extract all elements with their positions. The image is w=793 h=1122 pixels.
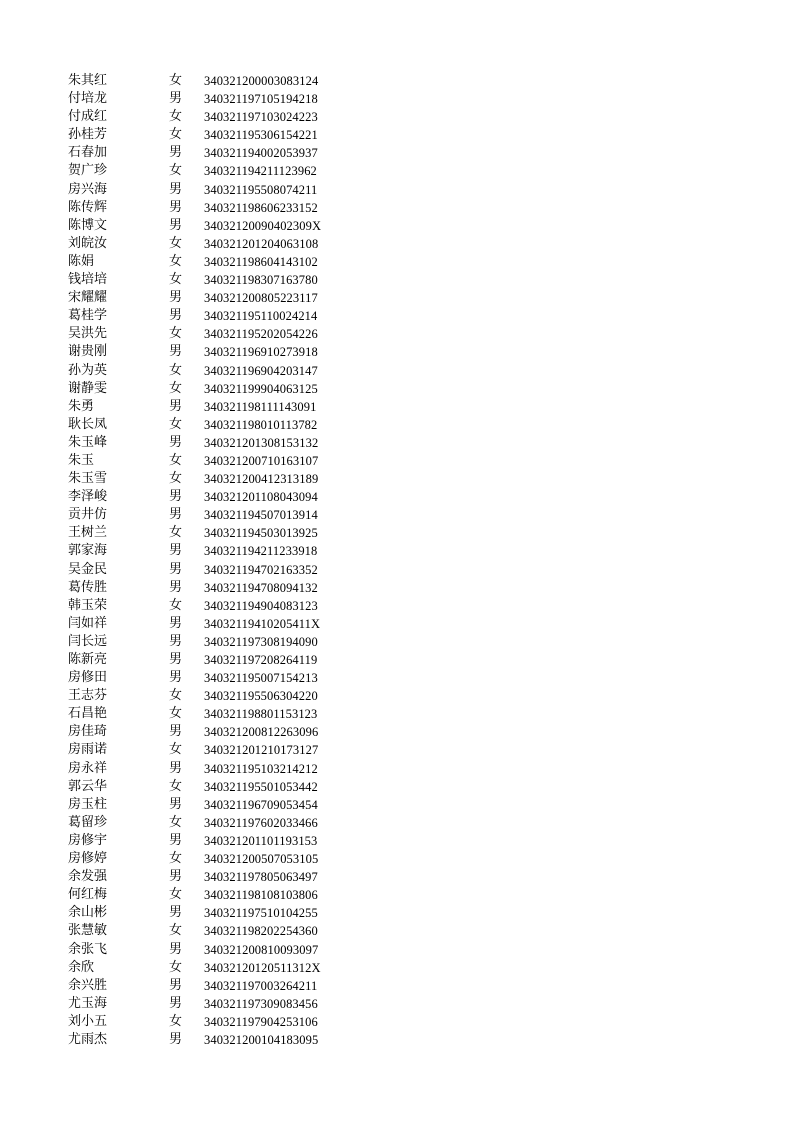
record-sex: 女 bbox=[169, 163, 183, 179]
record-id-number: 340321199904063125 bbox=[204, 381, 318, 396]
record-sex: 女 bbox=[169, 778, 183, 794]
record-row bbox=[68, 452, 368, 470]
record-row bbox=[68, 542, 368, 560]
record-name: 刘小五 bbox=[68, 1013, 108, 1029]
record-name: 孙为英 bbox=[68, 362, 108, 378]
record-id-number: 340321201101193153 bbox=[204, 833, 318, 848]
record-sex: 男 bbox=[169, 489, 183, 505]
record-id-number: 340321194503013925 bbox=[204, 526, 318, 541]
record-sex: 女 bbox=[169, 380, 183, 396]
record-name: 付培龙 bbox=[68, 91, 108, 107]
record-id-number: 340321195007154213 bbox=[204, 671, 318, 686]
record-row bbox=[68, 579, 368, 597]
record-name: 刘皖汝 bbox=[68, 235, 108, 251]
record-name: 宋耀耀 bbox=[68, 290, 108, 306]
record-row bbox=[68, 868, 368, 886]
record-row bbox=[68, 162, 368, 180]
record-sex: 男 bbox=[169, 615, 183, 631]
record-sex: 男 bbox=[169, 977, 183, 993]
record-id-number: 340321196904203147 bbox=[204, 363, 318, 378]
record-row bbox=[68, 941, 368, 959]
record-sex: 女 bbox=[169, 525, 183, 541]
record-name: 尤玉海 bbox=[68, 995, 108, 1011]
record-name: 余张飞 bbox=[68, 941, 108, 957]
record-sex: 男 bbox=[169, 941, 183, 957]
record-sex: 男 bbox=[169, 344, 183, 360]
record-sex: 男 bbox=[169, 308, 183, 324]
record-id-number: 340321194904083123 bbox=[204, 598, 318, 613]
record-row bbox=[68, 814, 368, 832]
record-name: 吴洪先 bbox=[68, 326, 108, 342]
record-sex: 男 bbox=[169, 869, 183, 885]
record-sex: 女 bbox=[169, 597, 183, 613]
record-id-number: 340321200710163107 bbox=[204, 453, 319, 468]
record-sex: 女 bbox=[169, 706, 183, 722]
record-row bbox=[68, 633, 368, 651]
record-id-number: 340321200003083124 bbox=[204, 74, 319, 88]
record-sex: 男 bbox=[169, 579, 183, 595]
record-row bbox=[68, 778, 368, 796]
record-id-number: 34032120120511312X bbox=[204, 960, 321, 975]
record-sex: 女 bbox=[169, 362, 183, 378]
record-row bbox=[68, 271, 368, 289]
record-row bbox=[68, 741, 368, 759]
record-row bbox=[68, 886, 368, 904]
record-sex: 男 bbox=[169, 91, 183, 107]
record-id-number: 340321198307163780 bbox=[204, 273, 318, 288]
record-sex: 女 bbox=[169, 1013, 183, 1029]
record-row bbox=[68, 506, 368, 524]
record-sex: 女 bbox=[169, 814, 183, 830]
record-row bbox=[68, 524, 368, 542]
record-name: 韩玉荣 bbox=[68, 597, 108, 613]
record-sex: 女 bbox=[169, 235, 183, 251]
record-name: 葛桂学 bbox=[68, 308, 108, 324]
record-name: 房永祥 bbox=[68, 760, 108, 776]
record-sex: 男 bbox=[169, 1031, 183, 1047]
record-name: 朱玉 bbox=[68, 452, 95, 468]
record-row bbox=[68, 597, 368, 615]
record-row bbox=[68, 922, 368, 940]
record-name: 房修婷 bbox=[68, 851, 108, 867]
record-row bbox=[68, 488, 368, 506]
record-id-number: 340321198202254360 bbox=[204, 924, 318, 939]
record-row bbox=[68, 253, 368, 271]
record-row bbox=[68, 199, 368, 217]
record-name: 谢贵刚 bbox=[68, 344, 108, 360]
record-id-number: 340321195103214212 bbox=[204, 761, 318, 776]
record-sex: 男 bbox=[169, 181, 183, 197]
record-id-number: 340321197602033466 bbox=[204, 815, 318, 830]
record-name: 吴金民 bbox=[68, 561, 108, 577]
record-row bbox=[68, 850, 368, 868]
record-name: 张慧敏 bbox=[68, 923, 108, 939]
record-id-number: 340321194211123962 bbox=[204, 164, 317, 179]
record-sex: 男 bbox=[169, 724, 183, 740]
record-name: 贺广珍 bbox=[68, 163, 108, 179]
record-row bbox=[68, 144, 368, 162]
record-id-number: 340321194002053937 bbox=[204, 146, 318, 161]
record-row bbox=[68, 470, 368, 488]
record-sex: 女 bbox=[169, 416, 183, 432]
record-name: 余发强 bbox=[68, 869, 108, 885]
record-row bbox=[68, 832, 368, 850]
record-name: 郭家海 bbox=[68, 543, 108, 559]
record-row bbox=[68, 108, 368, 126]
record-id-number: 340321200810093097 bbox=[204, 942, 319, 957]
record-id-number: 340321195501053442 bbox=[204, 779, 318, 794]
record-name: 房修田 bbox=[68, 670, 108, 686]
record-row bbox=[68, 126, 368, 144]
record-id-number: 340321200104183095 bbox=[204, 1032, 319, 1047]
record-id-number: 340321194211233918 bbox=[204, 544, 318, 559]
record-id-number: 340321197309083456 bbox=[204, 996, 318, 1011]
record-sex: 女 bbox=[169, 253, 183, 269]
record-row bbox=[68, 217, 368, 235]
record-sex: 男 bbox=[169, 652, 183, 667]
record-row bbox=[68, 995, 368, 1013]
record-sex: 女 bbox=[169, 923, 183, 939]
record-name: 房玉柱 bbox=[68, 796, 108, 812]
record-id-number: 340321197003264211 bbox=[204, 978, 318, 993]
record-id-number: 340321198606233152 bbox=[204, 200, 318, 215]
record-name: 陈博文 bbox=[68, 217, 108, 233]
record-name: 王树兰 bbox=[68, 525, 108, 541]
record-sex: 男 bbox=[169, 199, 183, 215]
record-name: 陈新亮 bbox=[68, 652, 108, 667]
record-id-number: 340321198604143102 bbox=[204, 254, 318, 269]
record-row bbox=[68, 760, 368, 778]
record-sex: 男 bbox=[169, 398, 183, 414]
record-id-number: 340321197103024223 bbox=[204, 110, 318, 125]
record-name: 闫长远 bbox=[68, 633, 108, 649]
record-id-number: 340321197904253106 bbox=[204, 1014, 318, 1029]
record-name: 陈娟 bbox=[68, 253, 95, 269]
record-id-number: 340321198010113782 bbox=[204, 417, 318, 432]
record-sex: 男 bbox=[169, 290, 183, 306]
record-id-number: 340321197510104255 bbox=[204, 906, 318, 921]
record-sex: 女 bbox=[169, 73, 183, 88]
record-sex: 女 bbox=[169, 851, 183, 867]
record-id-number: 340321197208264119 bbox=[204, 653, 318, 667]
record-id-number: 340321195506304220 bbox=[204, 689, 318, 704]
record-sex: 女 bbox=[169, 109, 183, 125]
record-id-number: 340321198801153123 bbox=[204, 707, 318, 722]
record-sex: 女 bbox=[169, 887, 183, 903]
record-sex: 男 bbox=[169, 561, 183, 577]
record-sex: 男 bbox=[169, 832, 183, 848]
record-name: 贡井仿 bbox=[68, 507, 108, 523]
record-row bbox=[68, 651, 368, 669]
record-name: 尤雨杰 bbox=[68, 1031, 108, 1047]
record-sex: 女 bbox=[169, 127, 183, 143]
record-sex: 女 bbox=[169, 326, 183, 342]
record-name: 余兴胜 bbox=[68, 977, 108, 993]
record-sex: 女 bbox=[169, 688, 183, 704]
record-name: 耿长凤 bbox=[68, 416, 108, 432]
record-id-number: 340321198111143091 bbox=[204, 399, 317, 414]
record-name: 孙桂芳 bbox=[68, 127, 108, 143]
record-row bbox=[68, 289, 368, 307]
record-name: 朱玉峰 bbox=[68, 434, 108, 450]
record-name: 付成红 bbox=[68, 109, 108, 125]
record-row bbox=[68, 705, 368, 723]
record-id-number: 340321201204063108 bbox=[204, 236, 319, 251]
record-sex: 女 bbox=[169, 742, 183, 758]
record-sex: 男 bbox=[169, 543, 183, 559]
record-name: 房修宇 bbox=[68, 832, 108, 848]
record-name: 闫如祥 bbox=[68, 615, 108, 631]
record-row bbox=[68, 977, 368, 995]
record-id-number: 340321200812263096 bbox=[204, 725, 319, 740]
record-sex: 男 bbox=[169, 507, 183, 523]
record-sex: 男 bbox=[169, 217, 183, 233]
record-id-number: 340321197308194090 bbox=[204, 634, 318, 649]
record-row bbox=[68, 959, 368, 977]
record-row bbox=[68, 307, 368, 325]
record-name: 葛传胜 bbox=[68, 579, 108, 595]
record-id-number: 340321201108043094 bbox=[204, 490, 318, 505]
record-name: 朱勇 bbox=[68, 398, 95, 414]
record-id-number: 340321201308153132 bbox=[204, 435, 319, 450]
record-row bbox=[68, 380, 368, 398]
record-sex: 男 bbox=[169, 145, 183, 161]
record-sex: 男 bbox=[169, 995, 183, 1011]
record-row bbox=[68, 1013, 368, 1031]
record-row bbox=[68, 235, 368, 253]
record-name: 石春加 bbox=[68, 145, 108, 161]
record-name: 王志芬 bbox=[68, 688, 108, 704]
record-row bbox=[68, 561, 368, 579]
record-row bbox=[68, 90, 368, 108]
record-sex: 男 bbox=[169, 633, 183, 649]
record-id-number: 340321195110024214 bbox=[204, 309, 318, 324]
record-id-number: 340321200507053105 bbox=[204, 852, 319, 867]
record-id-number: 340321196910273918 bbox=[204, 345, 318, 360]
record-row bbox=[68, 72, 368, 90]
record-sex: 女 bbox=[169, 959, 183, 975]
record-name: 朱玉雪 bbox=[68, 471, 108, 487]
record-id-number: 340321200412313189 bbox=[204, 472, 319, 487]
record-row bbox=[68, 416, 368, 434]
record-id-number: 340321196709053454 bbox=[204, 797, 318, 812]
record-row bbox=[68, 669, 368, 687]
record-row bbox=[68, 398, 368, 416]
record-id-number: 340321195508074211 bbox=[204, 182, 318, 197]
record-id-number: 340321194507013914 bbox=[204, 508, 318, 523]
record-sex: 男 bbox=[169, 670, 183, 686]
record-row bbox=[68, 343, 368, 361]
record-name: 郭云华 bbox=[68, 778, 108, 794]
record-id-number: 34032120090402309X bbox=[204, 218, 322, 233]
record-id-number: 340321198108103806 bbox=[204, 888, 318, 903]
record-row bbox=[68, 1031, 368, 1049]
record-name: 谢静雯 bbox=[68, 380, 108, 396]
record-name: 房兴海 bbox=[68, 181, 108, 197]
record-id-number: 340321194708094132 bbox=[204, 580, 318, 595]
record-name: 房佳琦 bbox=[68, 724, 108, 740]
record-name: 朱其红 bbox=[68, 73, 108, 88]
record-id-number: 340321194702163352 bbox=[204, 562, 318, 577]
record-name: 李泽峻 bbox=[68, 489, 108, 505]
record-sex: 女 bbox=[169, 471, 183, 487]
record-id-number: 340321195306154221 bbox=[204, 128, 318, 143]
record-row bbox=[68, 615, 368, 633]
record-id-number: 340321195202054226 bbox=[204, 327, 318, 342]
record-id-number: 340321197105194218 bbox=[204, 92, 318, 107]
record-sex: 男 bbox=[169, 905, 183, 921]
record-sex: 男 bbox=[169, 796, 183, 812]
record-name: 葛留珍 bbox=[68, 814, 108, 830]
record-sex: 男 bbox=[169, 760, 183, 776]
record-row bbox=[68, 325, 368, 343]
record-row bbox=[68, 181, 368, 199]
record-row bbox=[68, 723, 368, 741]
record-row bbox=[68, 434, 368, 452]
record-id-number: 340321200805223117 bbox=[204, 291, 318, 306]
record-name: 钱培培 bbox=[68, 272, 108, 288]
record-sex: 女 bbox=[169, 272, 183, 288]
record-sex: 女 bbox=[169, 452, 183, 468]
record-name: 余山彬 bbox=[68, 905, 108, 921]
record-row bbox=[68, 362, 368, 380]
record-row bbox=[68, 687, 368, 705]
record-row bbox=[68, 796, 368, 814]
record-id-number: 34032119410205411X bbox=[204, 616, 321, 631]
record-name: 何红梅 bbox=[68, 887, 108, 903]
record-row bbox=[68, 904, 368, 922]
records-list bbox=[68, 72, 368, 1049]
record-id-number: 340321197805063497 bbox=[204, 870, 318, 885]
record-sex: 男 bbox=[169, 434, 183, 450]
record-name: 石昌艳 bbox=[68, 706, 108, 722]
record-name: 余欣 bbox=[68, 959, 95, 975]
record-id-number: 340321201210173127 bbox=[204, 743, 319, 758]
record-name: 房雨诺 bbox=[68, 742, 108, 758]
record-name: 陈传辉 bbox=[68, 199, 108, 215]
